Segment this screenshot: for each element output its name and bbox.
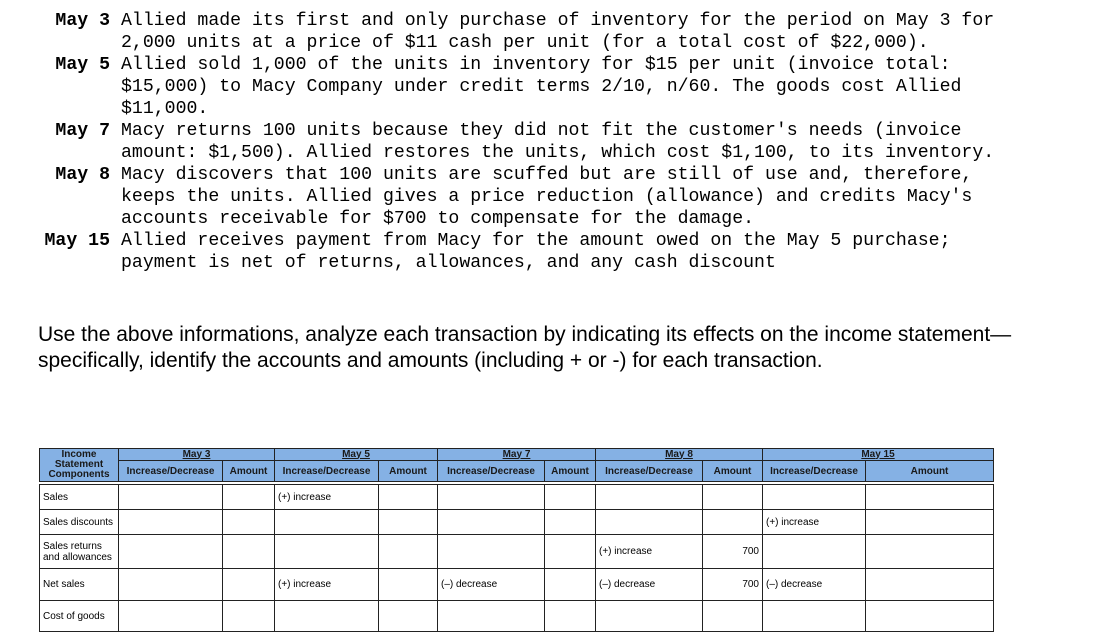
- amount-header: Amount: [703, 461, 763, 482]
- increase-decrease-cell[interactable]: (+) increase: [275, 569, 379, 601]
- transaction-line-row: [0, 76, 1118, 98]
- transaction-text: Allied made its first and only purchase of inventory for the period on May 3 for: [121, 11, 995, 31]
- date-header: May 5: [275, 449, 438, 461]
- amount-cell[interactable]: [866, 485, 994, 510]
- table-row: [40, 510, 994, 535]
- increase-decrease-cell[interactable]: [119, 569, 223, 601]
- transaction-line-row: [0, 10, 1118, 32]
- transaction-line-row: [0, 32, 1118, 54]
- component-cell: Net sales: [40, 569, 119, 601]
- increase-decrease-cell[interactable]: (–) decrease: [763, 569, 866, 601]
- component-cell: Sales: [40, 485, 119, 510]
- transaction-line-row: [0, 54, 1118, 76]
- amount-cell[interactable]: [223, 485, 275, 510]
- transaction-text: Allied sold 1,000 of the units in inventory for $15 per unit (invoice total:: [121, 55, 951, 75]
- transaction-text: accounts receivable for $700 to compensate for the damage.: [121, 209, 755, 229]
- transaction-line-row: [0, 230, 1118, 252]
- transaction-list: [0, 10, 1118, 274]
- transaction-date: May 3: [55, 11, 110, 31]
- transaction-line-row: [0, 252, 1118, 274]
- amount-cell[interactable]: [379, 601, 438, 632]
- amount-cell[interactable]: [379, 510, 438, 535]
- transaction-text: $11,000.: [121, 99, 209, 119]
- amount-cell[interactable]: [545, 510, 596, 535]
- date-header: May 7: [438, 449, 596, 461]
- amount-cell[interactable]: [223, 535, 275, 569]
- amount-cell[interactable]: [545, 569, 596, 601]
- increase-decrease-cell[interactable]: [275, 535, 379, 569]
- increase-decrease-cell[interactable]: (+) increase: [596, 535, 703, 569]
- table-row: [40, 485, 994, 510]
- income-statement-table-wrapper: [39, 448, 994, 632]
- amount-header: Amount: [223, 461, 275, 482]
- income-statement-table: [39, 448, 994, 632]
- increase-decrease-header: Increase/Decrease: [275, 461, 379, 482]
- question-text: [38, 322, 1098, 374]
- increase-decrease-cell[interactable]: (+) increase: [763, 510, 866, 535]
- date-header: May 8: [596, 449, 763, 461]
- transaction-date: May 8: [55, 165, 110, 185]
- increase-decrease-header: Increase/Decrease: [438, 461, 545, 482]
- increase-decrease-cell[interactable]: [763, 535, 866, 569]
- amount-header: Amount: [379, 461, 438, 482]
- transaction-text: keeps the units. Allied gives a price reduction (allowance) and credits Macy's: [121, 187, 973, 207]
- table-body: [40, 482, 994, 632]
- amount-cell[interactable]: 700: [703, 535, 763, 569]
- amount-cell[interactable]: [223, 510, 275, 535]
- table-header-dates: [40, 449, 994, 461]
- amount-cell[interactable]: [703, 601, 763, 632]
- transaction-line-row: [0, 186, 1118, 208]
- amount-cell[interactable]: [545, 601, 596, 632]
- increase-decrease-cell[interactable]: [596, 510, 703, 535]
- increase-decrease-cell[interactable]: [438, 510, 545, 535]
- increase-decrease-cell[interactable]: [119, 485, 223, 510]
- increase-decrease-cell[interactable]: [275, 510, 379, 535]
- amount-cell[interactable]: [545, 535, 596, 569]
- amount-cell[interactable]: [545, 485, 596, 510]
- amount-cell[interactable]: [223, 569, 275, 601]
- amount-cell[interactable]: [379, 535, 438, 569]
- amount-header: Amount: [545, 461, 596, 482]
- date-header: May 3: [119, 449, 275, 461]
- transaction-text: Allied receives payment from Macy for the amount owed on the May 5 purchase;: [121, 231, 951, 251]
- increase-decrease-cell[interactable]: (–) decrease: [438, 569, 545, 601]
- amount-cell[interactable]: [379, 569, 438, 601]
- increase-decrease-cell[interactable]: [119, 601, 223, 632]
- date-header: May 15: [763, 449, 994, 461]
- increase-decrease-cell[interactable]: [763, 601, 866, 632]
- transaction-date: May 7: [55, 121, 110, 141]
- amount-cell[interactable]: [703, 485, 763, 510]
- increase-decrease-header: Increase/Decrease: [763, 461, 866, 482]
- amount-cell[interactable]: 700: [703, 569, 763, 601]
- transaction-line-row: [0, 142, 1118, 164]
- table-row: [40, 569, 994, 601]
- increase-decrease-cell[interactable]: [438, 485, 545, 510]
- amount-cell[interactable]: [866, 510, 994, 535]
- question-line: specifically, identify the accounts and amounts (including + or -) for each transaction.: [38, 349, 823, 372]
- transaction-date: May 15: [44, 231, 110, 251]
- transaction-text: amount: $1,500). Allied restores the units, which cost $1,100, to its inventory.: [121, 143, 995, 163]
- increase-decrease-cell[interactable]: [763, 485, 866, 510]
- amount-cell[interactable]: [866, 535, 994, 569]
- transaction-text: 2,000 units at a price of $11 cash per unit (for a total cost of $22,000).: [121, 33, 929, 53]
- increase-decrease-cell[interactable]: [275, 601, 379, 632]
- amount-cell[interactable]: [866, 569, 994, 601]
- amount-cell[interactable]: [379, 485, 438, 510]
- increase-decrease-cell[interactable]: [438, 601, 545, 632]
- component-column-header: Income Statement Components: [40, 449, 119, 482]
- increase-decrease-cell[interactable]: [119, 510, 223, 535]
- transaction-line-row: [0, 98, 1118, 120]
- increase-decrease-cell[interactable]: (+) increase: [275, 485, 379, 510]
- question-line: Use the above informations, analyze each transaction by indicating its effects on the income statement—: [38, 323, 1012, 346]
- increase-decrease-cell[interactable]: [119, 535, 223, 569]
- transaction-text: Macy discovers that 100 units are scuffed but are still of use and, therefore,: [121, 165, 973, 185]
- increase-decrease-header: Increase/Decrease: [596, 461, 703, 482]
- transaction-text: payment is net of returns, allowances, and any cash discount: [121, 253, 776, 273]
- amount-cell[interactable]: [703, 510, 763, 535]
- transaction-text: Macy returns 100 units because they did not fit the customer's needs (invoice: [121, 121, 962, 141]
- increase-decrease-cell[interactable]: [438, 535, 545, 569]
- table-row: [40, 535, 994, 569]
- table-row: [40, 601, 994, 632]
- increase-decrease-cell[interactable]: [596, 601, 703, 632]
- table-header-subcolumns: [40, 461, 994, 482]
- increase-decrease-cell[interactable]: [596, 485, 703, 510]
- transaction-date: May 5: [55, 55, 110, 75]
- amount-cell[interactable]: [223, 601, 275, 632]
- component-cell: Cost of goods: [40, 601, 119, 632]
- increase-decrease-cell[interactable]: (–) decrease: [596, 569, 703, 601]
- transaction-line-row: [0, 120, 1118, 142]
- amount-header: Amount: [866, 461, 994, 482]
- transaction-line-row: [0, 208, 1118, 230]
- component-cell: Sales discounts: [40, 510, 119, 535]
- amount-cell[interactable]: [866, 601, 994, 632]
- component-cell: Sales returns and allowances: [40, 535, 119, 569]
- increase-decrease-header: Increase/Decrease: [119, 461, 223, 482]
- transaction-line-row: [0, 164, 1118, 186]
- transaction-text: $15,000) to Macy Company under credit terms 2/10, n/60. The goods cost Allied: [121, 77, 962, 97]
